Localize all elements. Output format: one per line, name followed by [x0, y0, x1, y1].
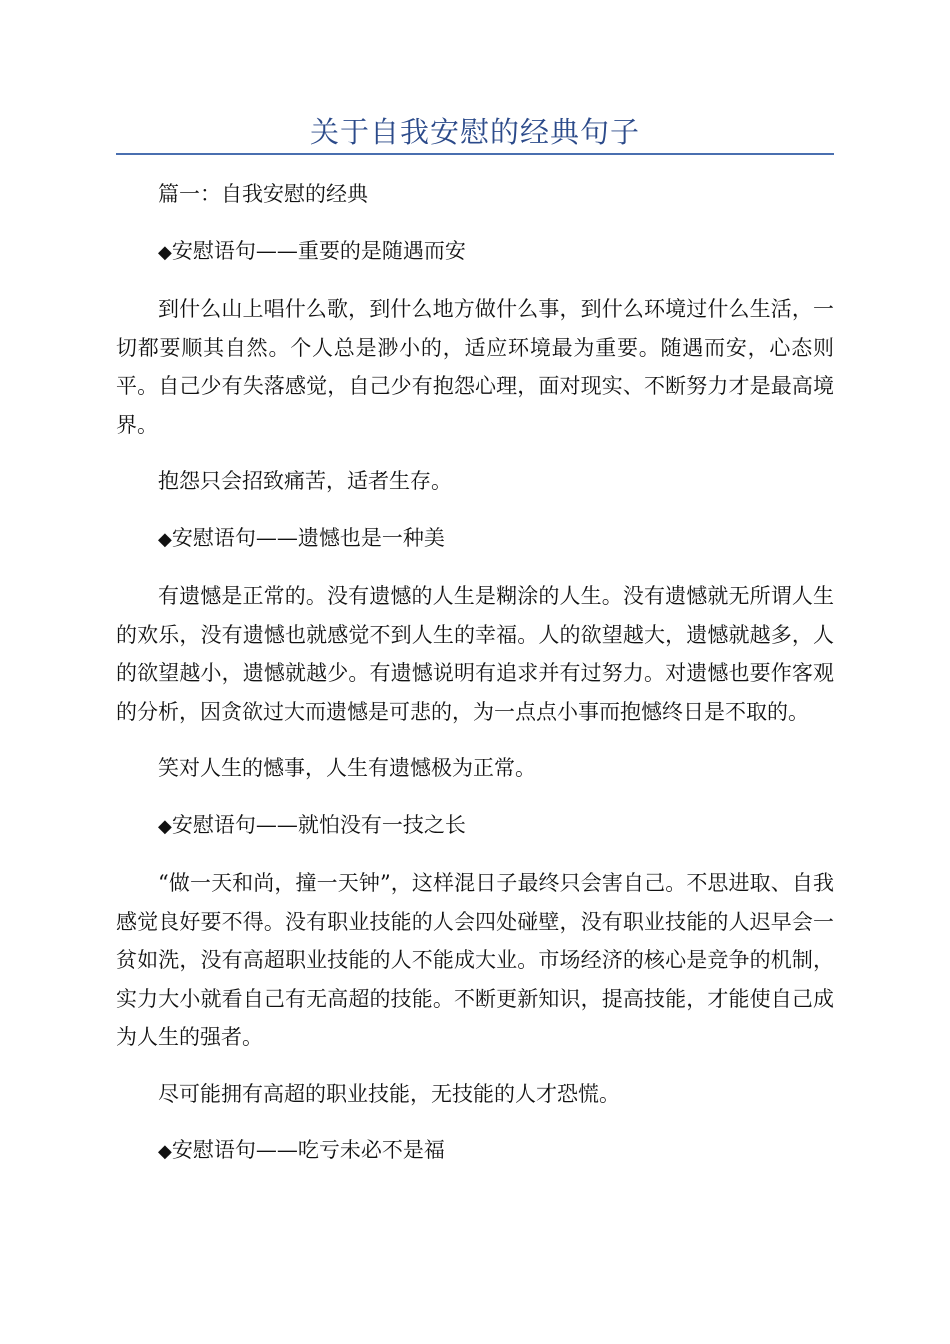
- document-title: 关于自我安慰的经典句子: [309, 115, 640, 149]
- body-paragraph: 尽可能拥有高超的职业技能，无技能的人才恐慌。: [158, 1081, 620, 1106]
- bullet-heading: ◆安慰语句——吃亏未必不是福: [158, 1138, 445, 1162]
- bullet-heading: ◆安慰语句——就怕没有一技之长: [158, 812, 466, 837]
- body-paragraph: 有遗憾是正常的。没有遗憾的人生是糊涂的人生。没有遗憾就无所谓人生的欢乐，没有遗憾也就感觉不到人生的幸福。人的欲望越大，遗憾就越多，人的欲望越小，遗憾就越少。有遗憾说明有追求并有过努力。对遗憾也要作客观的分析，因贪欲过大而遗憾是可悲的，为一点点小事而抱憾终日是不取的。: [116, 584, 834, 724]
- body-paragraph: “做一天和尚，撞一天钟”，这样混日子最终只会害自己。不思进取、自我感觉良好要不得。没有职业技能的人会四处碰壁，没有职业技能的人迟早会一贫如洗，没有高超职业技能的人不能成大业。市场经济的核心是竞争的机制，实力大小就看自己有无高超的技能。不断更新知识，提高技能，才能使自己成为人生的强者。: [116, 871, 834, 1049]
- document-body: [116, 175, 834, 1190]
- diamond-bullet-icon: ◆: [158, 1141, 172, 1162]
- title-underline: [116, 153, 834, 155]
- section-heading: 篇一：自我安慰的经典: [158, 182, 368, 206]
- diamond-bullet-icon: ◆: [158, 241, 172, 263]
- diamond-bullet-icon: ◆: [158, 528, 172, 550]
- diamond-bullet-icon: ◆: [158, 815, 172, 837]
- bullet-heading: ◆安慰语句——重要的是随遇而安: [158, 238, 466, 263]
- body-paragraph: 抱怨只会招致痛苦，适者生存。: [158, 469, 452, 493]
- bullet-heading: ◆安慰语句——遗憾也是一种美: [158, 525, 445, 550]
- body-paragraph: 笑对人生的憾事，人生有遗憾极为正常。: [158, 756, 536, 780]
- body-paragraph: 到什么山上唱什么歌，到什么地方做什么事，到什么环境过什么生活，一切都要顺其自然。个人总是渺小的，适应环境最为重要。随遇而安，心态则平。自己少有失落感觉，自己少有抱怨心理，面对现实、不断努力才是最高境界。: [116, 297, 834, 437]
